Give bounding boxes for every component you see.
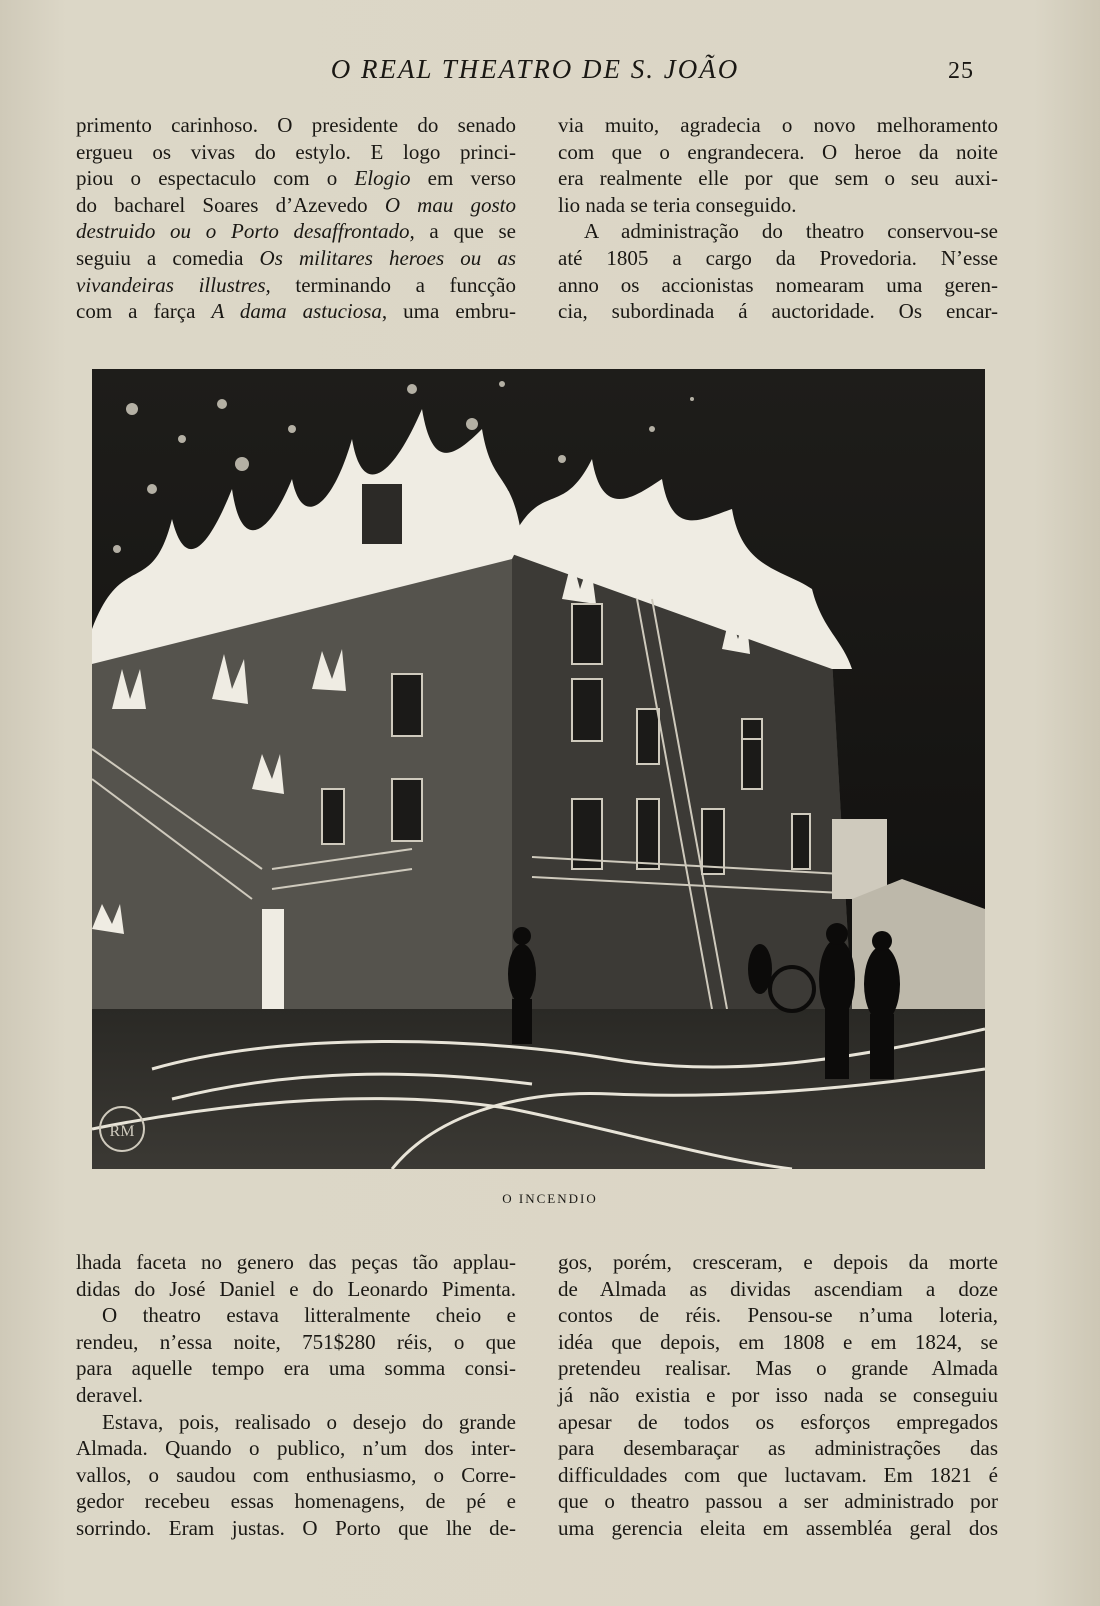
fire-illustration [92,369,985,1169]
text-line: cia, subordinada á auctoridade. Os encar- [558,299,998,324]
italic-title: Elogio [354,166,411,191]
text-line: do bacharel Soares d’Azevedo O mau gosto [76,192,516,217]
italic-title: A dama astuciosa [211,299,382,324]
text-column-top-right [558,112,998,325]
text-line: piou o espectaculo com o Elogio em verso [76,166,516,191]
italic-title: vivandeiras illustres, [76,272,271,297]
text-line: com a farça A dama astuciosa, uma embru- [76,299,516,324]
text-line: lio nada se teria conseguido. [558,192,797,217]
text-line: já não existia e por isso nada se conseguiu [558,1382,998,1407]
text-line: era realmente elle por que sem o seu auxi- [558,166,998,191]
text-line: de Almada as dividas ascendiam a doze [558,1276,998,1301]
text-column-top-left [76,112,516,325]
text-line: via muito, agradecia o novo melhoramento [558,113,998,137]
text-line: rendeu, n’essa noite, 751$280 réis, o que [76,1329,516,1354]
italic-title: Os militares heroes ou as [259,245,517,270]
text-line: anno os accionistas nomearam uma geren- [558,272,998,297]
text-line: Estava, pois, realisado o desejo do grande [102,1409,516,1434]
text-line: com que o engrandecera. O heroe da noite [558,139,998,164]
text-line: para desembaraçar as administrações das [558,1436,998,1461]
text-line: gos, porém, cresceram, e depois da morte [558,1250,998,1274]
text-line: difficuldades com que luctavam. Em 1821 é [558,1462,998,1487]
text-line: contos de réis. Pensou-se n’uma loteria, [558,1303,998,1328]
text-line: Almada. Quando o publico, n’um dos inter- [76,1436,516,1461]
text-column-bottom-left [76,1249,516,1542]
text-column-bottom-right [558,1249,998,1542]
text-line: O theatro estava litteralmente cheio e [102,1303,516,1328]
text-line: gedor recebeu essas homenagens, de pé e [76,1489,516,1514]
figure-caption: O INCENDIO [502,1191,598,1206]
text-line: destruido ou o Porto desaffrontado, a que se [76,219,517,244]
text-line: lhada faceta no genero das peças tão applau- [76,1250,516,1274]
text-line: que o theatro passou a ser administrado por [558,1489,998,1514]
text-line: A administração do theatro conservou-se [584,219,998,244]
text-line: pretendeu realisar. Mas o grande Almada [558,1356,998,1381]
text-line: didas do José Daniel e do Leonardo Pimenta. [76,1276,516,1301]
text-line: para aquelle tempo era uma somma consi- [76,1356,516,1381]
text-line: sorrindo. Eram justas. O Porto que lhe de- [76,1515,516,1540]
text-line: deravel. [76,1382,144,1407]
page-number: 25 [948,58,974,84]
text-line: idéa que depois, em 1808 e em 1824, se [558,1329,998,1354]
text-line: primento carinhoso. O presidente do senado [76,113,516,137]
text-line: seguiu a comedia Os militares heroes ou as [76,245,517,270]
text-line: ergueu os vivas do estylo. E logo princi- [76,139,516,164]
italic-title: O mau gosto [384,192,516,217]
monogram-text: RM [109,1123,135,1140]
text-line: vivandeiras illustres, terminando a funcção [76,272,517,297]
text-line: vallos, o saudou com enthusiasmo, o Corre- [76,1462,516,1487]
text-line: uma gerencia eleita em assembléa geral dos [558,1515,998,1540]
running-header-title: O REAL THEATRO DE S. JOÃO [330,54,740,84]
text-line: apesar de todos os esforços empregados [558,1409,998,1434]
italic-title: destruido ou o Porto desaffrontado, [76,219,415,244]
text-line: até 1805 a cargo da Provedoria. N’esse [558,245,998,270]
